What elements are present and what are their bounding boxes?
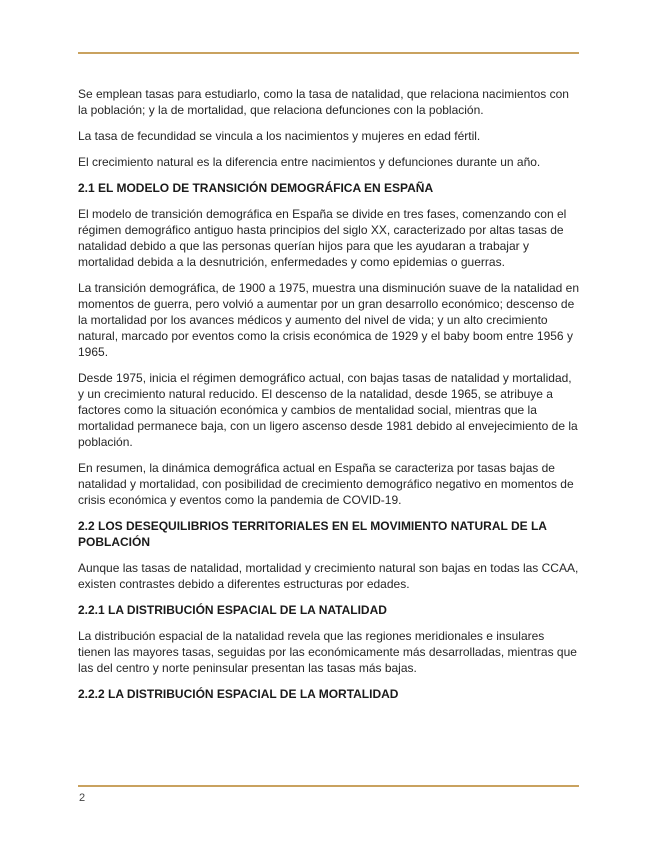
paragraph-natalidad: La distribución espacial de la natalidad revela que las regiones meridionales e insulares tienen las mayores tasas, seguidas por las económicamente más desarrolladas, mientras que las del centro y norte peninsular presentan las tasas más bajas. bbox=[78, 629, 577, 675]
heading-2-1: 2.1 EL MODELO DE TRANSICIÓN DEMOGRÁFICA EN ESPAÑA bbox=[78, 181, 434, 195]
paragraph-transicion: La transición demográfica, de 1900 a 1975, muestra una disminución suave de la natalidad en momentos de guerra, pero volvió a aumentar por un gran desarrollo económico; descenso de la mortalidad por los avances médicos y aumento del nivel de vida; y un alto crecimiento natural, marcado por eventos como la crisis económica de 1929 y el baby boom entre 1956 y 1965. bbox=[78, 281, 579, 359]
paragraph-desde-1975: Desde 1975, inicia el régimen demográfico actual, con bajas tasas de natalidad y mortalidad, y un crecimiento natural reducido. El descenso de la natalidad, desde 1965, se atribuye a factores como la situación económica y cambios de mentalidad social, mientras que la mortalidad permanece baja, con un ligero ascenso desde 1981 debido al envejecimiento de la población. bbox=[78, 371, 578, 449]
page-content bbox=[78, 86, 579, 712]
heading-2-2-1: 2.2.1 LA DISTRIBUCIÓN ESPACIAL DE LA NATALIDAD bbox=[78, 603, 387, 617]
heading-2-2: 2.2 LOS DESEQUILIBRIOS TERRITORIALES EN EL MOVIMIENTO NATURAL DE LA POBLACIÓN bbox=[78, 519, 547, 549]
header-rule bbox=[78, 52, 579, 54]
paragraph-resumen: En resumen, la dinámica demográfica actual en España se caracteriza por tasas bajas de natalidad y mortalidad, con posibilidad de crecimiento demográfico negativo en momentos de crisis económica y eventos como la pandemia de COVID-19. bbox=[78, 461, 574, 507]
page-number: 2 bbox=[79, 792, 86, 804]
paragraph-modelo: El modelo de transición demográfica en España se divide en tres fases, comenzando con el régimen demográfico antiguo hasta principios del siglo XX, caracterizado por altas tasas de natalidad debido a que las personas querían hijos para que les ayudaran a trabajar y mortalidad debida a la desnutrición, enfermedades y como epidemias o guerras. bbox=[78, 207, 567, 269]
heading-2-2-2: 2.2.2 LA DISTRIBUCIÓN ESPACIAL DE LA MORTALIDAD bbox=[78, 687, 399, 701]
paragraph-contrastes: Aunque las tasas de natalidad, mortalidad y crecimiento natural son bajas en todas las CCAA, existen contrastes debido a diferentes estructuras por edades. bbox=[78, 561, 579, 591]
paragraph-crecimiento: El crecimiento natural es la diferencia entre nacimientos y defunciones durante un año. bbox=[78, 155, 541, 169]
footer-rule bbox=[78, 785, 579, 787]
paragraph-tasas: Se emplean tasas para estudiarlo, como la tasa de natalidad, que relaciona nacimientos con la población; y la de mortalidad, que relaciona defunciones con la población. bbox=[78, 87, 569, 117]
paragraph-fecundidad: La tasa de fecundidad se vincula a los nacimientos y mujeres en edad fértil. bbox=[78, 129, 481, 143]
